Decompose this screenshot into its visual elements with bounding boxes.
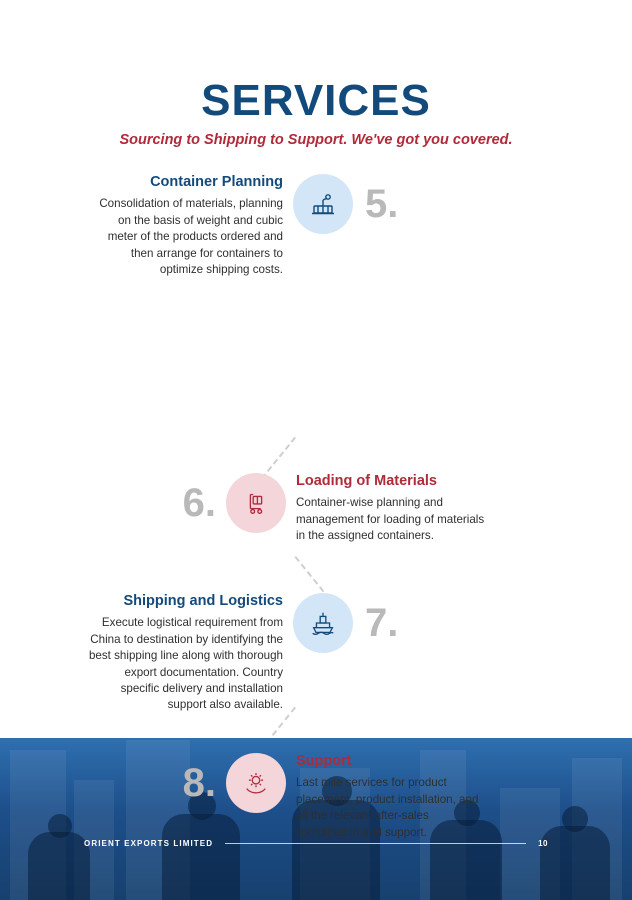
service-step-6-text [286,473,491,544]
service-step-7 [88,593,411,714]
service-step-5-text [88,174,293,278]
footer-bar [0,839,632,848]
service-step-6-number: 6. [182,481,216,526]
service-step-6-heading: Loading of Materials [296,473,437,490]
page-header [0,0,632,148]
service-step-8-number: 8. [182,761,216,806]
service-step-8-heading: Support [296,753,352,770]
service-step-8-body: Last mile services for product placement, product installation, and all the relevant after-sales coordination and support. [296,776,479,839]
service-step-5-body: Consolidation of materials, planning on the basis of weight and cubic meter of the products ordered and then arrange for containers to optimize shipping costs. [99,197,283,276]
service-step-6 [168,473,491,544]
service-step-7-body: Execute logistical requirement from China to destination by identifying the best shipping line along with thorough export documentation. Country specific delivery and installation support also available. [88,616,283,712]
services-flow [0,168,632,839]
footer-company-name: ORIENT EXPORTS LIMITED [84,839,214,848]
service-step-8 [168,753,491,841]
weighing-scale-container-icon [307,188,339,220]
footer-silhouette-5-head [562,806,588,832]
cargo-ship-icon [308,608,338,638]
service-step-7-number: 7. [365,601,399,646]
footer-silhouette-5 [540,826,610,900]
hand-gear-support-icon [241,768,271,798]
service-step-7-badge [293,593,353,653]
service-step-6-badge [226,473,286,533]
page-subtitle: Sourcing to Shipping to Support. We've got you covered. [119,132,513,149]
service-step-5-number: 5. [365,182,399,227]
footer-divider [225,843,526,844]
service-step-8-badge [226,753,286,813]
footer-page-number: 10 [538,839,548,848]
hand-truck-loading-icon [241,488,271,518]
footer-silhouette-1-head [48,814,72,838]
service-step-5-badge [293,174,353,234]
service-step-5-heading: Container Planning [150,174,283,191]
service-step-8-text [286,753,491,841]
service-step-5 [88,174,411,278]
service-step-6-body: Container-wise planning and management for loading of materials in the assigned containers. [296,496,485,543]
service-step-7-text [88,593,293,714]
page-title: SERVICES [201,76,431,125]
service-step-7-heading: Shipping and Logistics [123,593,283,610]
